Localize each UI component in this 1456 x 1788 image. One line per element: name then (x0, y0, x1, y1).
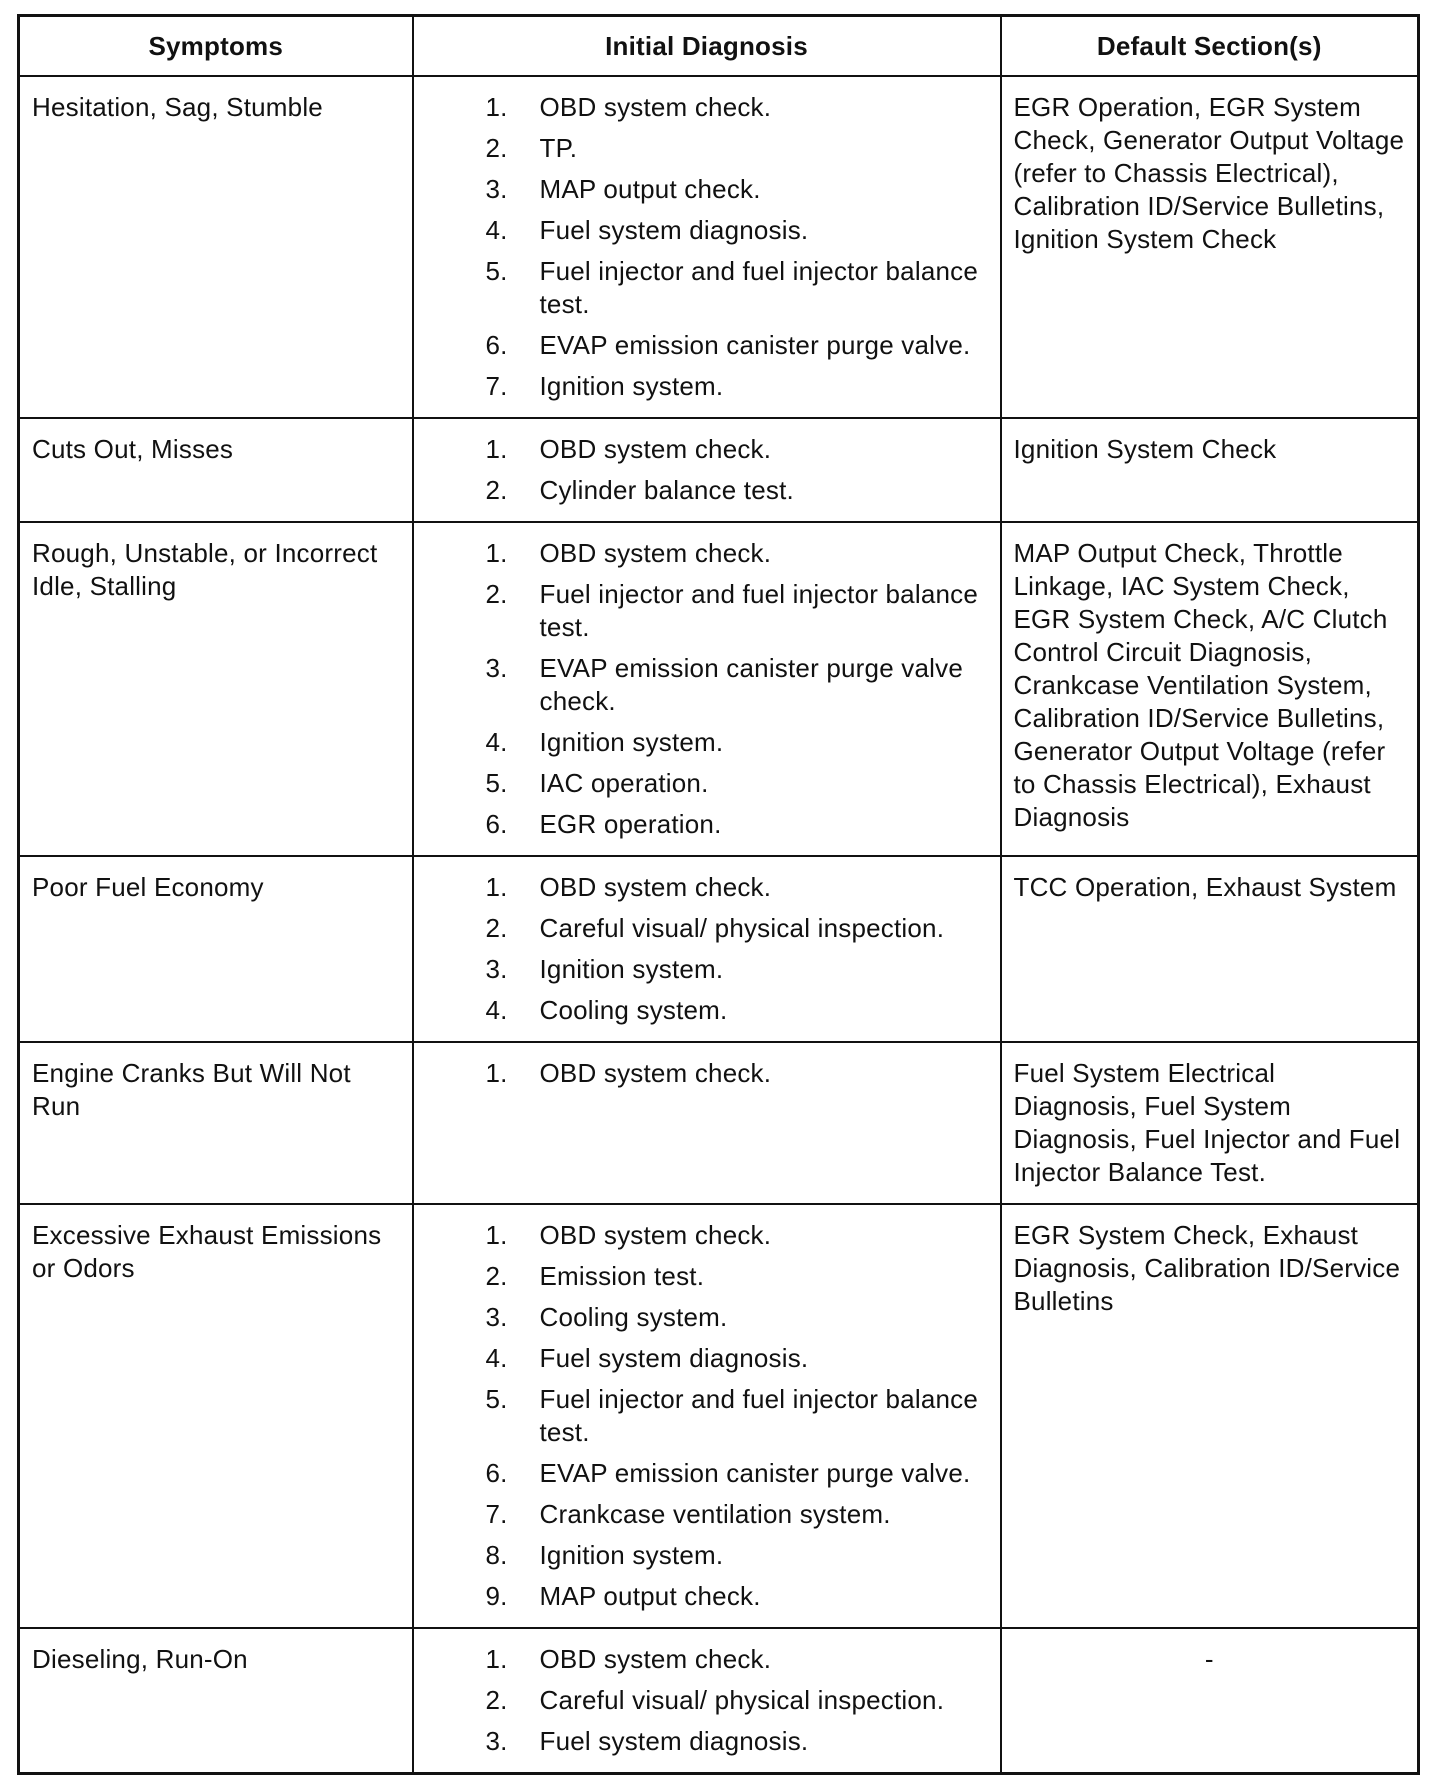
table-row (19, 1204, 1419, 1628)
default-section-cell: MAP Output Check, Throttle Linkage, IAC System Check, EGR System Check, A/C Clutch Control Circuit Diagnosis, Crankcase Ventilation System, Calibration ID/Service Bulletins, Generator Output Voltage (refer to Chassis Electrical), Exhaust Diagnosis (1001, 522, 1419, 856)
symptom-cell: Cuts Out, Misses (19, 418, 413, 522)
symptom-cell: Poor Fuel Economy (19, 856, 413, 1042)
list-item (486, 652, 988, 718)
step-number: 1. (485, 1644, 508, 1674)
list-item (486, 329, 988, 362)
step-text: OBD system check. (539, 872, 772, 902)
step-number: 6. (485, 809, 508, 839)
step-number: 5. (485, 256, 508, 286)
step-number: 2. (485, 913, 508, 943)
list-item (486, 1457, 988, 1490)
step-number: 4. (485, 727, 508, 757)
list-item (486, 726, 988, 759)
step-text: EVAP emission canister purge valve. (539, 1458, 971, 1488)
diagnosis-steps-list (426, 1057, 988, 1090)
step-number: 8. (485, 1540, 508, 1570)
step-text: MAP output check. (539, 1581, 761, 1611)
table-row (19, 418, 1419, 522)
step-text: OBD system check. (539, 1220, 772, 1250)
table-row (19, 1042, 1419, 1204)
default-section-cell: Ignition System Check (1001, 418, 1419, 522)
diagnosis-steps-list (426, 433, 988, 507)
step-text: Fuel injector and fuel injector balance test. (539, 1384, 979, 1447)
step-text: IAC operation. (539, 768, 709, 798)
step-number: 9. (485, 1581, 508, 1611)
initial-diagnosis-cell (413, 76, 1001, 418)
step-number: 4. (485, 995, 508, 1025)
step-text: Crankcase ventilation system. (539, 1499, 891, 1529)
step-text: Emission test. (539, 1261, 705, 1291)
step-text: EVAP emission canister purge valve check. (539, 653, 963, 716)
table-row (19, 76, 1419, 418)
list-item (486, 1643, 988, 1676)
list-item (486, 1260, 988, 1293)
diagnosis-steps-list (426, 91, 988, 403)
list-item (486, 808, 988, 841)
list-item (486, 767, 988, 800)
step-number: 3. (485, 954, 508, 984)
symptom-cell: Hesitation, Sag, Stumble (19, 76, 413, 418)
step-text: Ignition system. (539, 1540, 724, 1570)
step-number: 7. (485, 1499, 508, 1529)
step-text: MAP output check. (539, 174, 761, 204)
initial-diagnosis-cell (413, 418, 1001, 522)
step-number: 2. (485, 475, 508, 505)
list-item (486, 578, 988, 644)
step-text: OBD system check. (539, 92, 772, 122)
list-item (486, 1219, 988, 1252)
symptom-cell: Excessive Exhaust Emissions or Odors (19, 1204, 413, 1628)
step-number: 6. (485, 1458, 508, 1488)
step-number: 5. (485, 768, 508, 798)
step-number: 3. (485, 1726, 508, 1756)
step-number: 1. (485, 92, 508, 122)
step-number: 2. (485, 1261, 508, 1291)
step-number: 1. (485, 538, 508, 568)
list-item (486, 1684, 988, 1717)
step-number: 4. (485, 1343, 508, 1373)
step-text: Fuel system diagnosis. (539, 1343, 809, 1373)
step-text: Careful visual/ physical inspection. (539, 913, 945, 943)
header-symptoms: Symptoms (19, 16, 413, 77)
list-item (486, 91, 988, 124)
step-number: 3. (485, 174, 508, 204)
step-text: Fuel injector and fuel injector balance test. (539, 579, 979, 642)
initial-diagnosis-cell (413, 1204, 1001, 1628)
list-item (486, 1498, 988, 1531)
step-number: 3. (485, 653, 508, 683)
step-text: Cylinder balance test. (539, 475, 794, 505)
list-item (486, 1580, 988, 1613)
step-text: Cooling system. (539, 1302, 728, 1332)
list-item (486, 214, 988, 247)
step-number: 2. (485, 133, 508, 163)
step-number: 1. (485, 1058, 508, 1088)
symptom-cell: Engine Cranks But Will Not Run (19, 1042, 413, 1204)
diagnosis-steps-list (426, 537, 988, 841)
list-item (486, 1057, 988, 1090)
step-text: OBD system check. (539, 1058, 772, 1088)
step-text: OBD system check. (539, 1644, 772, 1674)
step-number: 1. (485, 434, 508, 464)
initial-diagnosis-cell (413, 522, 1001, 856)
step-number: 4. (485, 215, 508, 245)
list-item (486, 953, 988, 986)
table-body (19, 76, 1419, 1774)
diagnosis-steps-list (426, 871, 988, 1027)
step-text: TP. (539, 133, 578, 163)
list-item (486, 255, 988, 321)
list-item (486, 1383, 988, 1449)
step-text: Cooling system. (539, 995, 728, 1025)
step-number: 2. (485, 579, 508, 609)
header-initial-diagnosis: Initial Diagnosis (413, 16, 1001, 77)
step-text: Careful visual/ physical inspection. (539, 1685, 945, 1715)
step-number: 2. (485, 1685, 508, 1715)
step-text: Fuel system diagnosis. (539, 215, 809, 245)
list-item (486, 537, 988, 570)
symptom-cell: Rough, Unstable, or Incorrect Idle, Stalling (19, 522, 413, 856)
step-number: 6. (485, 330, 508, 360)
initial-diagnosis-cell (413, 856, 1001, 1042)
list-item (486, 1539, 988, 1572)
step-number: 1. (485, 1220, 508, 1250)
default-section-cell: Fuel System Electrical Diagnosis, Fuel System Diagnosis, Fuel Injector and Fuel Injector Balance Test. (1001, 1042, 1419, 1204)
table-header (19, 16, 1419, 77)
table-row (19, 1628, 1419, 1774)
list-item (486, 1342, 988, 1375)
diagnosis-table (17, 14, 1420, 1775)
step-number: 3. (485, 1302, 508, 1332)
list-item (486, 173, 988, 206)
list-item (486, 1301, 988, 1334)
table-row (19, 856, 1419, 1042)
table-row (19, 522, 1419, 856)
step-text: OBD system check. (539, 434, 772, 464)
list-item (486, 132, 988, 165)
step-number: 7. (485, 371, 508, 401)
default-section-cell: - (1001, 1628, 1419, 1774)
step-text: EVAP emission canister purge valve. (539, 330, 971, 360)
list-item (486, 994, 988, 1027)
step-text: Ignition system. (539, 371, 724, 401)
default-section-cell: EGR System Check, Exhaust Diagnosis, Calibration ID/Service Bulletins (1001, 1204, 1419, 1628)
list-item (486, 871, 988, 904)
list-item (486, 912, 988, 945)
diagnosis-steps-list (426, 1219, 988, 1613)
header-row (19, 16, 1419, 77)
default-section-cell: TCC Operation, Exhaust System (1001, 856, 1419, 1042)
step-text: Ignition system. (539, 727, 724, 757)
step-text: Ignition system. (539, 954, 724, 984)
step-number: 5. (485, 1384, 508, 1414)
list-item (486, 1725, 988, 1758)
list-item (486, 474, 988, 507)
initial-diagnosis-cell (413, 1042, 1001, 1204)
diagnosis-steps-list (426, 1643, 988, 1758)
list-item (486, 433, 988, 466)
step-text: EGR operation. (539, 809, 722, 839)
step-text: Fuel system diagnosis. (539, 1726, 809, 1756)
initial-diagnosis-cell (413, 1628, 1001, 1774)
step-number: 1. (485, 872, 508, 902)
default-section-cell: EGR Operation, EGR System Check, Generator Output Voltage (refer to Chassis Electrical), Calibration ID/Service Bulletins, Ignition System Check (1001, 76, 1419, 418)
step-text: OBD system check. (539, 538, 772, 568)
step-text: Fuel injector and fuel injector balance test. (539, 256, 979, 319)
list-item (486, 370, 988, 403)
header-default-sections: Default Section(s) (1001, 16, 1419, 77)
symptom-cell: Dieseling, Run-On (19, 1628, 413, 1774)
